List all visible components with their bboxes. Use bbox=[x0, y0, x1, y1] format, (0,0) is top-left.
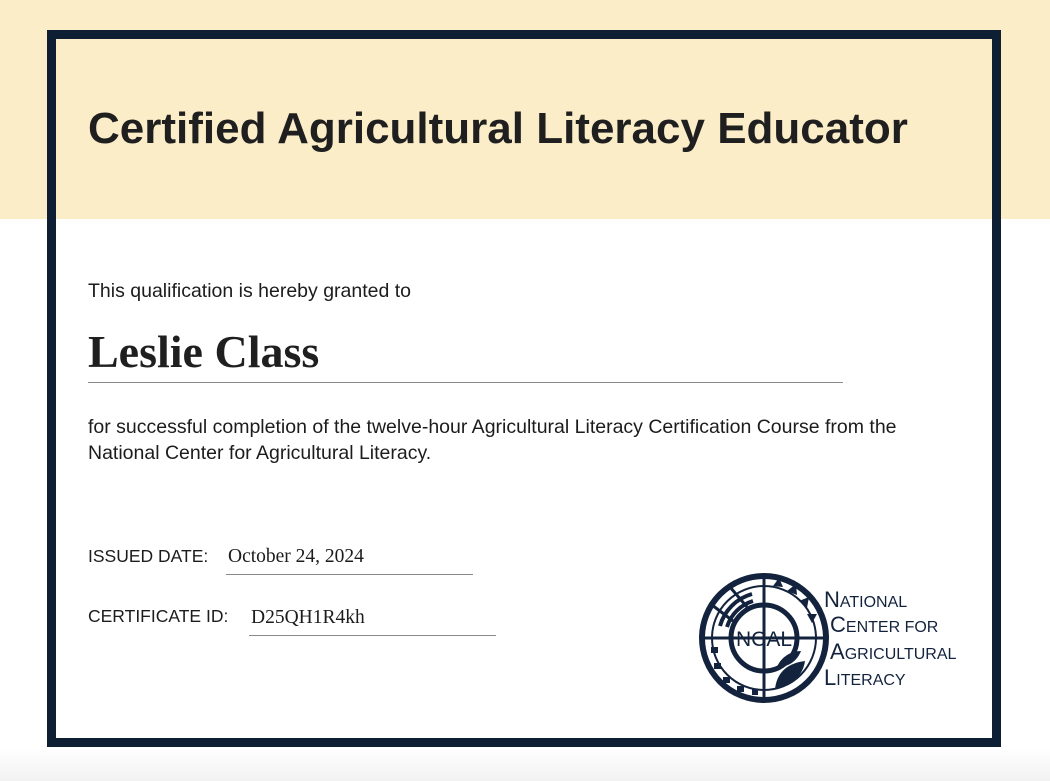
logo-line-national: NATIONAL bbox=[824, 587, 908, 612]
page-bottom-shadow bbox=[0, 748, 1050, 781]
logo-badge-text: NCAL bbox=[735, 628, 793, 651]
granted-text: This qualification is hereby granted to bbox=[88, 280, 412, 302]
recipient-underline bbox=[88, 382, 843, 383]
recipient-name: Leslie Class bbox=[88, 326, 320, 377]
logo-line-center-for: CENTER FOR bbox=[830, 612, 939, 637]
ncal-logo bbox=[697, 571, 969, 705]
issued-date-label: ISSUED DATE: bbox=[88, 546, 209, 566]
logo-line-agricultural: AGRICULTURAL bbox=[830, 639, 957, 664]
completion-text: for successful completion of the twelve-hour Agricultural Literacy Certification Course from the National Center for Agricultural Literacy. bbox=[88, 416, 897, 464]
logo-line-literacy: LITERACY bbox=[824, 665, 906, 690]
issued-date-value: October 24, 2024 bbox=[226, 545, 473, 575]
certificate-title: Certified Agricultural Literacy Educator bbox=[88, 104, 908, 153]
certificate-id-value: D25QH1R4kh bbox=[249, 606, 496, 636]
certificate-id-label: CERTIFICATE ID: bbox=[88, 606, 229, 626]
